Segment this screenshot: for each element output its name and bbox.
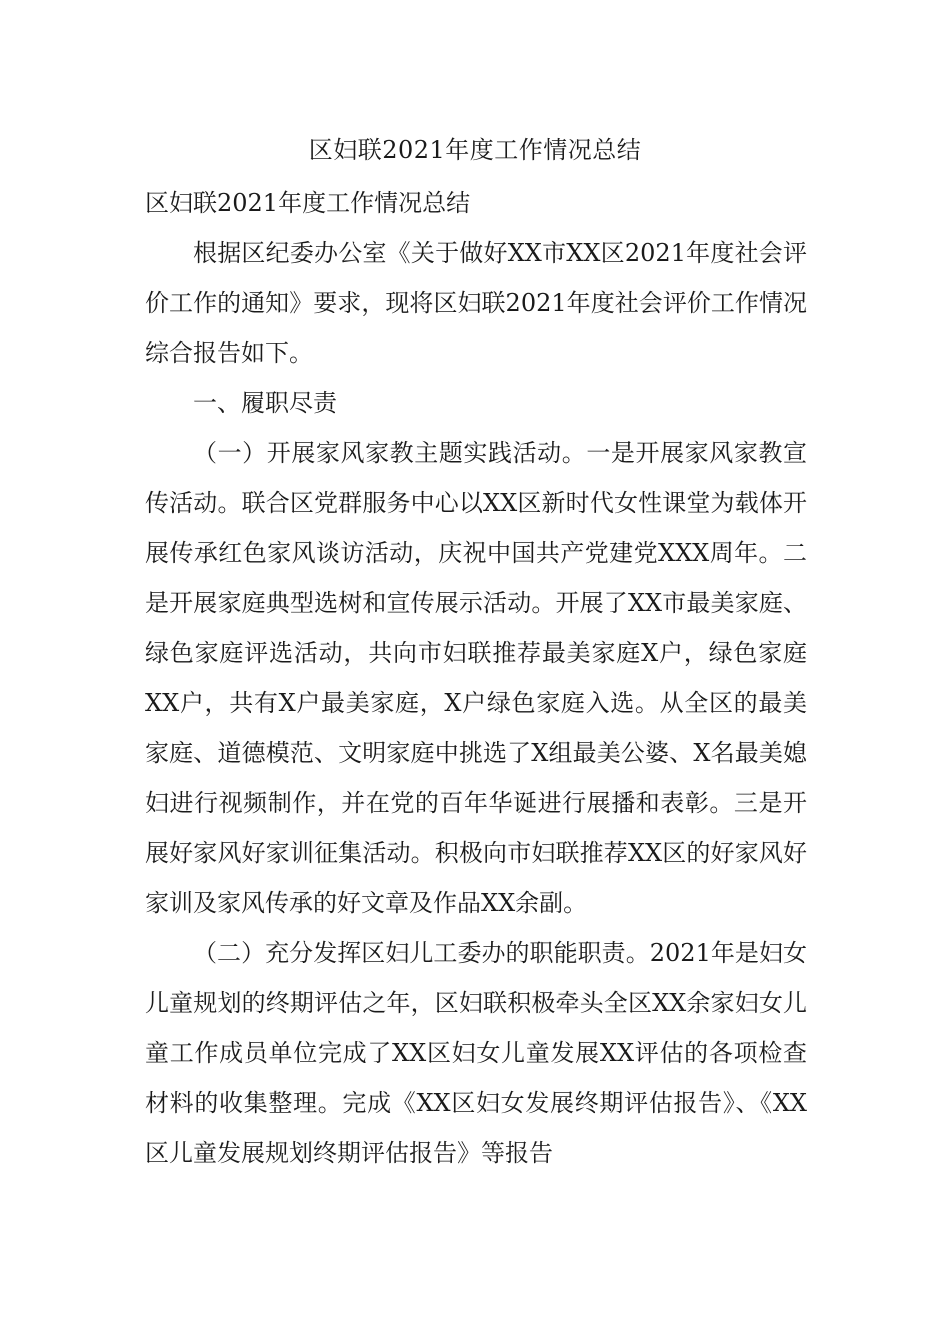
section-1-paragraph: （一）开展家风家教主题实践活动。一是开展家风家教宣传活动。联合区党群服务中心以XX区新时代女性课堂为载体开展传承红色家风谈访活动，庆祝中国共产党建党XXX周年。二是开展家庭典型选树和宣传展示活动。开展了XX市最美家庭、绿色家庭评选活动，共向市妇联推荐最美家庭X户，绿色家庭XX户，共有X户最美家庭，X户绿色家庭入选。从全区的最美家庭、道德模范、文明家庭中挑选了X组最美公婆、X名最美媳妇进行视频制作，并在党的百年华诞进行展播和表彰。三是开展好家风好家训征集活动。积极向市妇联推荐XX区的好家风好家训及家风传承的好文章及作品XX余副。: [145, 439, 807, 917]
section-2-paragraph: （二）充分发挥区妇儿工委办的职能职责。2021年是妇女儿童规划的终期评估之年，区妇联积极牵头全区XX余家妇女儿童工作成员单位完成了XX区妇女儿童发展XX评估的各项检查材料的收集整理。完成《XX区妇女发展终期评估报告》、《XX区儿童发展规划终期评估报告》等报告: [145, 939, 807, 1167]
document-title: 区妇联2021年度工作情况总结: [308, 136, 642, 164]
subtitle-paragraph: 区妇联2021年度工作情况总结: [145, 189, 471, 217]
document-body: [145, 178, 807, 1178]
intro-paragraph: 根据区纪委办公室《关于做好XX市XX区2021年度社会评价工作的通知》要求，现将区妇联2021年度社会评价工作情况综合报告如下。: [145, 239, 807, 367]
section-heading: 一、履职尽责: [193, 389, 337, 417]
